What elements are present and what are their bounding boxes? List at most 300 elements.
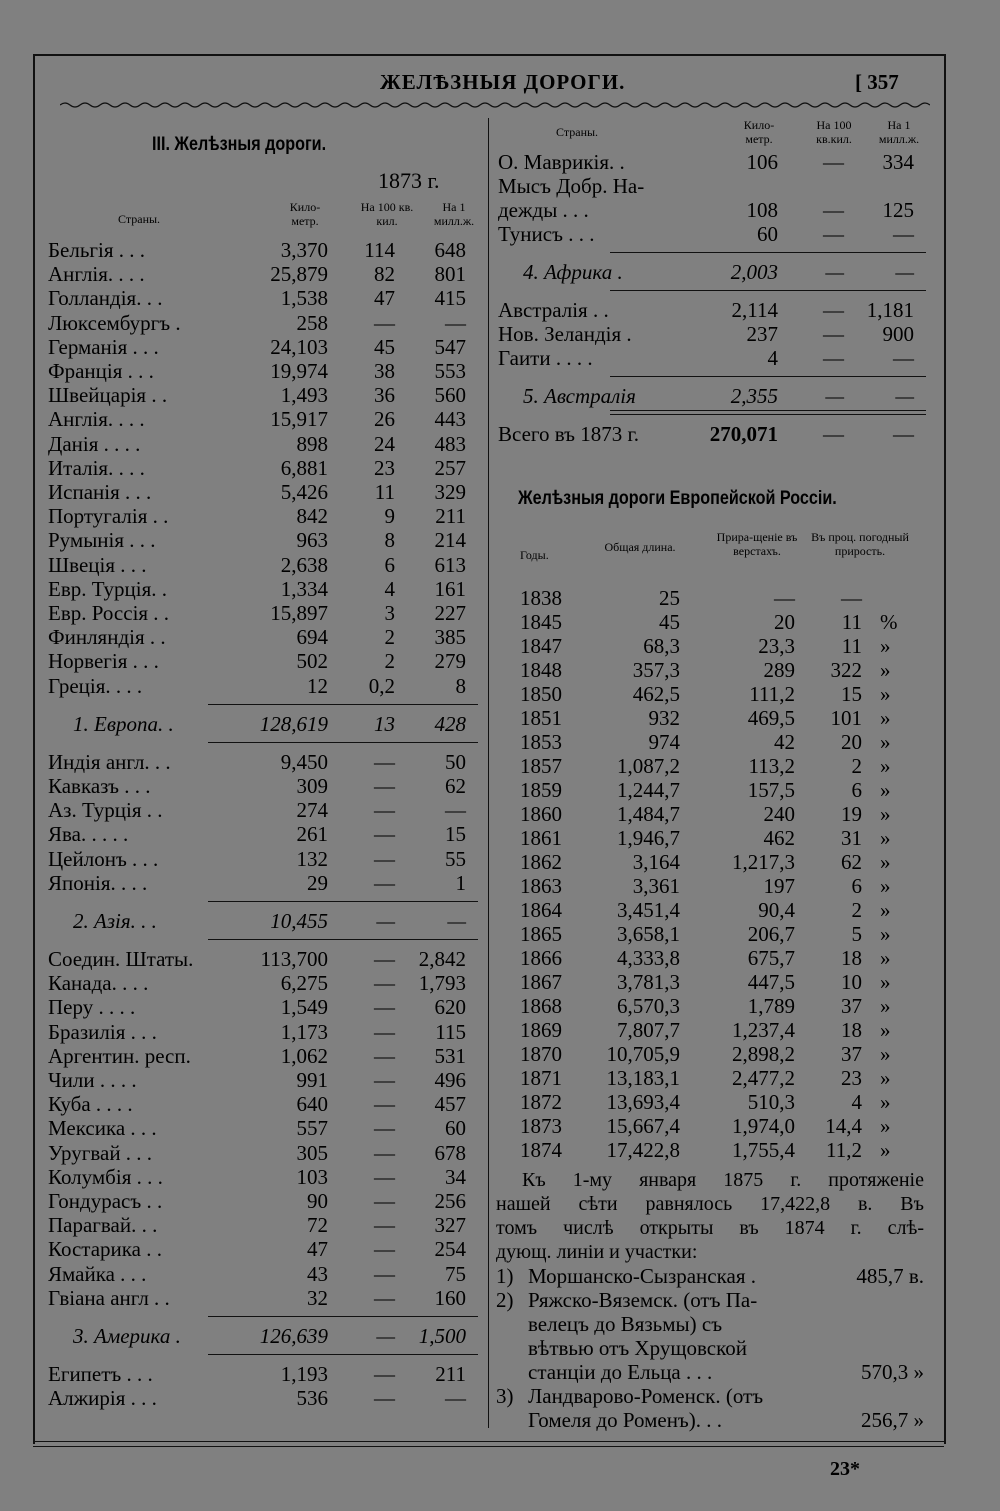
table-cell: 82: [374, 262, 395, 287]
table-cell: —: [374, 846, 395, 871]
r-col-header-per1m: На 1 милл.ж.: [878, 118, 920, 146]
table-cell: 50: [445, 749, 466, 774]
table-cell: 560: [434, 383, 466, 408]
table-cell: 36: [374, 383, 395, 408]
table-cell: 329: [434, 480, 466, 504]
table-cell: 15,917: [270, 407, 328, 432]
table-cell: 3,781,3: [617, 970, 680, 994]
table-cell: Алжирія . . .: [48, 1386, 157, 1411]
table-cell: 385: [434, 625, 466, 650]
table-cell: 678: [434, 1140, 466, 1165]
table-cell: 675,7: [747, 946, 795, 970]
table-cell: 1,789: [747, 994, 795, 1018]
table-cell: 457: [434, 1092, 466, 1117]
table-cell: Франція . . .: [48, 359, 154, 383]
table-cell: 11: [374, 480, 395, 504]
table-cell: 60: [757, 222, 778, 246]
table-cell: 4,333,8: [617, 946, 680, 970]
table-cell: 1866: [520, 946, 562, 970]
table-cell: 25,879: [270, 262, 328, 287]
table-cell: 211: [435, 504, 466, 529]
year-heading: 1873 г.: [378, 168, 440, 193]
table-cell: —: [445, 310, 466, 335]
table-cell: 8: [455, 673, 466, 698]
table-cell: 11,2: [826, 1138, 862, 1162]
table-cell: Соедин. Штаты.: [48, 947, 194, 971]
table-cell: 2: [384, 625, 395, 650]
table-cell: Португалія . .: [48, 504, 169, 529]
table-cell: Цейлонъ . . .: [48, 846, 159, 871]
col-header-country: Страны.: [118, 212, 161, 226]
table-cell: 1,244,7: [617, 778, 680, 802]
table-cell: станціи до Ельца . . .: [528, 1360, 713, 1384]
table-cell: 801: [434, 262, 466, 287]
table-cell: Канада. . . .: [48, 971, 149, 996]
table-cell: 29: [307, 870, 328, 895]
table-cell: —: [374, 971, 395, 996]
table-cell: 485,7 в.: [856, 1264, 924, 1288]
table-cell: —: [374, 870, 395, 895]
table-cell: 125: [882, 198, 914, 222]
table-cell: 1,193: [280, 1362, 328, 1386]
table-cell: Японія. . . .: [48, 870, 148, 895]
table-cell: Аргентин. респ.: [48, 1043, 191, 1068]
table-cell: 694: [296, 625, 328, 650]
table-cell: 270,071: [709, 422, 778, 446]
table-cell: 19: [841, 802, 862, 826]
table-cell: »: [880, 898, 891, 922]
table-cell: 47: [307, 1237, 328, 1262]
table-cell: 1838: [520, 586, 562, 610]
table-cell: 1851: [520, 706, 562, 730]
table-cell: 1,087,2: [617, 754, 680, 778]
table-cell: 206,7: [747, 922, 795, 946]
table-cell: —: [823, 198, 844, 222]
table-cell: 334: [882, 150, 914, 174]
table-cell: —: [823, 222, 844, 246]
table-cell: —: [374, 995, 395, 1020]
table-cell: —: [374, 1116, 395, 1141]
table-cell: Норвегія . . .: [48, 649, 159, 674]
table-cell: Ряжско-Вяземск. (отъ Па-: [528, 1288, 758, 1312]
table-cell: 2,355: [730, 384, 778, 408]
r-col-header-per100: На 100 кв.кил.: [816, 118, 852, 146]
table-cell: 1,500: [418, 1324, 466, 1348]
table-cell: 257: [434, 455, 466, 480]
table-cell: 6,570,3: [617, 994, 680, 1018]
table-cell: 3,361: [632, 874, 680, 898]
table-cell: Перу . . . .: [48, 995, 136, 1020]
table-rule: [208, 1354, 478, 1355]
table-cell: Гомеля до Роменъ). . .: [528, 1408, 723, 1432]
table-cell: 1861: [520, 826, 562, 850]
table-cell: Куба . . . .: [48, 1092, 133, 1117]
table-cell: Гондурасъ . .: [48, 1189, 163, 1213]
table-cell: 1857: [520, 754, 562, 778]
table-rule: [208, 901, 478, 902]
table-cell: Финляндія . .: [48, 625, 166, 650]
table-cell: 113,2: [748, 754, 795, 778]
table-cell: 510,3: [747, 1090, 795, 1114]
r-col-header-km: Кило-метр.: [743, 118, 775, 146]
table-cell: 357,3: [632, 658, 680, 682]
left-section-title: III. Желѣзныя дороги.: [152, 134, 327, 155]
table-cell: 90,4: [758, 898, 795, 922]
table-cell: »: [880, 1066, 891, 1090]
table-cell: —: [376, 909, 395, 933]
table-cell: 3,451,4: [617, 898, 680, 922]
table-cell: 256: [434, 1189, 466, 1213]
table-cell: Египетъ . . .: [48, 1362, 153, 1386]
signature-mark: 23*: [830, 1458, 860, 1480]
table-cell: —: [374, 1386, 395, 1411]
table-cell: »: [880, 658, 891, 682]
r-col-header-country: Страны.: [556, 125, 599, 139]
table-cell: 3: [384, 601, 395, 625]
col-header-per1m: На 1 милл.ж.: [433, 200, 475, 228]
table-cell: 0,2: [368, 673, 395, 698]
table-cell: 197: [763, 874, 795, 898]
table-cell: 1853: [520, 730, 562, 754]
table-cell: 72: [307, 1213, 328, 1238]
table-cell: »: [880, 754, 891, 778]
table-cell: 289: [763, 658, 795, 682]
table-cell: 4. Африка .: [523, 260, 623, 284]
table-cell: »: [880, 826, 891, 850]
r2-header-pct: Въ проц. погодный прирость.: [811, 530, 909, 558]
table-cell: 9,450: [280, 749, 328, 774]
table-cell: 1867: [520, 970, 562, 994]
table-cell: 113,700: [260, 947, 328, 971]
table-cell: —: [774, 586, 795, 610]
table-cell: 1865: [520, 922, 562, 946]
table-rule: [610, 290, 926, 291]
table-cell: —: [895, 384, 914, 408]
table-cell: 55: [445, 846, 466, 871]
table-cell: Англія. . . .: [48, 262, 145, 287]
table-cell: —: [445, 1386, 466, 1411]
table-cell: »: [880, 1090, 891, 1114]
table-cell: 13: [374, 711, 395, 736]
table-cell: 111,2: [749, 682, 795, 706]
table-cell: Парагвай. . .: [48, 1213, 158, 1238]
paragraph-line: дующ. линіи и участки:: [496, 1241, 698, 1263]
table-cell: 23,3: [758, 634, 795, 658]
table-cell: —: [374, 822, 395, 847]
russia-title: Желѣзныя дороги Европейской Россіи.: [518, 488, 837, 509]
table-cell: 42: [774, 730, 795, 754]
page-number: [ 357: [855, 70, 899, 94]
table-cell: 13,693,4: [606, 1090, 680, 1114]
table-cell: 6: [851, 778, 862, 802]
table-cell: Аз. Турція . .: [48, 798, 163, 823]
table-cell: 557: [296, 1116, 328, 1141]
table-cell: —: [825, 260, 844, 284]
table-cell: »: [880, 970, 891, 994]
col-header-per100: На 100 кв. кил.: [360, 200, 414, 228]
table-cell: 5,426: [280, 480, 328, 504]
table-cell: 38: [374, 359, 395, 383]
wavy-rule: [60, 100, 930, 110]
table-cell: вѣтвью отъ Хрущовской: [528, 1336, 747, 1360]
table-cell: —: [823, 322, 844, 346]
table-cell: 9: [384, 504, 395, 529]
table-cell: 47: [374, 286, 395, 311]
table-cell: 309: [296, 774, 328, 798]
table-cell: 1,946,7: [617, 826, 680, 850]
table-cell: 2): [496, 1288, 514, 1312]
table-cell: —: [374, 749, 395, 774]
table-cell: 128,619: [259, 711, 328, 736]
table-cell: 90: [307, 1189, 328, 1213]
table-cell: 108: [746, 198, 778, 222]
table-cell: 1850: [520, 682, 562, 706]
paragraph-line: нашей сѣти равнялось 17,422,8 в. Въ: [496, 1193, 924, 1215]
table-cell: О. Маврикія. .: [498, 150, 625, 174]
table-cell: 11: [841, 634, 862, 658]
table-cell: 10,705,9: [606, 1042, 680, 1066]
table-cell: 3,658,1: [617, 922, 680, 946]
table-cell: 2. Азія. . .: [73, 909, 157, 933]
table-cell: 75: [445, 1261, 466, 1286]
table-cell: 17,422,8: [606, 1138, 680, 1162]
r2-header-year: Годы.: [520, 548, 549, 562]
table-rule: [208, 742, 478, 743]
table-cell: »: [880, 802, 891, 826]
table-cell: —: [374, 1261, 395, 1286]
table-cell: 15: [841, 682, 862, 706]
table-cell: Греція. . . .: [48, 673, 143, 698]
table-cell: 2: [851, 754, 862, 778]
table-cell: —: [374, 1043, 395, 1068]
table-cell: —: [447, 909, 466, 933]
table-cell: 1859: [520, 778, 562, 802]
table-cell: 62: [841, 850, 862, 874]
table-cell: 1860: [520, 802, 562, 826]
table-cell: 6: [384, 552, 395, 577]
table-cell: 114: [364, 238, 395, 262]
table-cell: 1872: [520, 1090, 562, 1114]
table-cell: 900: [882, 322, 914, 346]
table-cell: —: [893, 422, 914, 446]
table-cell: —: [374, 1068, 395, 1092]
table-cell: 25: [659, 586, 680, 610]
table-cell: Италія. . . .: [48, 455, 145, 480]
table-cell: 1,181: [866, 298, 914, 322]
table-cell: 274: [296, 798, 328, 823]
table-cell: 963: [296, 528, 328, 553]
table-cell: 106: [746, 150, 778, 174]
table-cell: —: [374, 1092, 395, 1117]
table-cell: 4: [851, 1090, 862, 1114]
table-rule: [610, 410, 926, 415]
table-cell: 18: [841, 1018, 862, 1042]
table-cell: —: [893, 222, 914, 246]
table-cell: 570,3 »: [861, 1360, 924, 1384]
table-cell: Румынія . . .: [48, 528, 156, 553]
table-cell: 227: [434, 601, 466, 625]
table-cell: Ява. . . . .: [48, 822, 129, 847]
table-cell: 932: [648, 706, 680, 730]
table-cell: 3,370: [280, 238, 328, 262]
table-cell: 15,897: [270, 601, 328, 625]
table-cell: 126,639: [259, 1324, 328, 1348]
table-cell: 19,974: [270, 359, 328, 383]
table-cell: дежды . . .: [498, 198, 589, 222]
table-cell: —: [823, 150, 844, 174]
table-cell: 15,667,4: [606, 1114, 680, 1138]
table-cell: —: [374, 1140, 395, 1165]
table-cell: »: [880, 922, 891, 946]
table-cell: велецъ до Вязьмы) съ: [528, 1312, 723, 1336]
table-cell: —: [841, 586, 862, 610]
table-cell: 1862: [520, 850, 562, 874]
table-cell: —: [893, 346, 914, 370]
table-cell: Гаити . . . .: [498, 346, 593, 370]
table-cell: »: [880, 682, 891, 706]
table-cell: 62: [445, 774, 466, 798]
table-cell: 23: [374, 455, 395, 480]
table-cell: 254: [434, 1237, 466, 1262]
table-cell: 1,062: [280, 1043, 328, 1068]
table-cell: »: [880, 874, 891, 898]
table-cell: Ямайка . . .: [48, 1261, 147, 1286]
table-cell: 214: [434, 528, 466, 553]
table-cell: —: [374, 1189, 395, 1213]
table-cell: »: [880, 994, 891, 1018]
table-cell: 24,103: [270, 334, 328, 359]
table-cell: Люксембургъ .: [48, 310, 181, 335]
table-cell: 443: [434, 407, 466, 432]
col-header-km: Кило-метр.: [289, 200, 321, 228]
table-cell: —: [825, 384, 844, 408]
table-cell: 10: [841, 970, 862, 994]
paragraph-line: Къ 1-му января 1875 г. протяженіе: [522, 1169, 924, 1191]
table-cell: 1871: [520, 1066, 562, 1090]
table-cell: 1868: [520, 994, 562, 1018]
table-cell: 1,334: [280, 576, 328, 601]
table-cell: Данія . . . .: [48, 431, 141, 456]
table-cell: —: [823, 346, 844, 370]
table-cell: 6,275: [280, 971, 328, 996]
table-cell: 898: [296, 431, 328, 456]
table-cell: 415: [434, 286, 466, 311]
table-cell: —: [374, 1019, 395, 1044]
table-cell: —: [374, 1237, 395, 1262]
table-cell: Бельгія . . .: [48, 238, 146, 262]
table-cell: Тунисъ . . .: [498, 222, 595, 246]
table-cell: 43: [307, 1261, 328, 1286]
table-cell: 3. Америка .: [73, 1324, 181, 1348]
table-cell: 2,003: [730, 260, 778, 284]
table-cell: 1,974,0: [732, 1114, 795, 1138]
table-cell: 4: [384, 576, 395, 601]
table-cell: 1,484,7: [617, 802, 680, 826]
table-cell: 68,3: [643, 634, 680, 658]
table-cell: Австралія . .: [498, 298, 609, 322]
table-cell: 462: [763, 826, 795, 850]
r2-header-length: Общая длина.: [604, 540, 676, 554]
table-cell: 1,793: [418, 971, 466, 996]
table-cell: 1,237,4: [732, 1018, 795, 1042]
table-cell: Мексика . . .: [48, 1116, 157, 1141]
table-cell: 1863: [520, 874, 562, 898]
table-cell: 462,5: [632, 682, 680, 706]
table-cell: 1869: [520, 1018, 562, 1042]
table-cell: 132: [296, 846, 328, 871]
table-cell: —: [374, 1362, 395, 1386]
table-cell: 45: [659, 610, 680, 634]
table-cell: —: [374, 1285, 395, 1310]
table-cell: 37: [841, 994, 862, 1018]
table-cell: Швеція . . .: [48, 552, 147, 577]
table-cell: 2: [851, 898, 862, 922]
table-cell: 3): [496, 1384, 514, 1408]
table-rule: [208, 939, 478, 940]
table-cell: 1,493: [280, 383, 328, 408]
table-cell: 37: [841, 1042, 862, 1066]
table-cell: 2,638: [280, 552, 328, 577]
table-cell: 24: [374, 431, 395, 456]
table-cell: 7,807,7: [617, 1018, 680, 1042]
table-cell: 2,898,2: [732, 1042, 795, 1066]
table-cell: 157,5: [747, 778, 795, 802]
table-cell: 8: [384, 528, 395, 553]
table-cell: »: [880, 634, 891, 658]
table-cell: 1: [455, 870, 466, 895]
table-cell: 31: [841, 826, 862, 850]
table-cell: Кавказъ . . .: [48, 774, 151, 798]
table-cell: 1,755,4: [732, 1138, 795, 1162]
table-cell: —: [374, 947, 395, 971]
table-cell: Испанія . . .: [48, 480, 152, 504]
table-cell: 45: [374, 334, 395, 359]
table-cell: 237: [746, 322, 778, 346]
table-cell: 1. Европа. .: [73, 711, 174, 736]
table-cell: —: [374, 798, 395, 823]
table-cell: —: [374, 310, 395, 335]
table-cell: 305: [296, 1140, 328, 1165]
table-cell: »: [880, 730, 891, 754]
table-cell: 1,173: [280, 1019, 328, 1044]
table-cell: 2: [384, 649, 395, 674]
table-cell: 4: [767, 346, 778, 370]
table-cell: —: [376, 1324, 395, 1348]
table-cell: 18: [841, 946, 862, 970]
table-cell: —: [823, 298, 844, 322]
table-rule: [610, 252, 926, 253]
table-cell: 23: [841, 1066, 862, 1090]
table-cell: 32: [307, 1285, 328, 1310]
table-cell: Индія англ. . .: [48, 749, 171, 774]
table-cell: 101: [830, 706, 862, 730]
table-rule: [208, 704, 478, 705]
table-cell: 1873: [520, 1114, 562, 1138]
table-cell: 161: [434, 576, 466, 601]
table-cell: Бразилія . . .: [48, 1019, 157, 1044]
table-cell: Гвіана англ . .: [48, 1285, 170, 1310]
table-cell: 1845: [520, 610, 562, 634]
table-cell: 211: [435, 1362, 466, 1386]
table-cell: 261: [296, 822, 328, 847]
table-cell: —: [823, 422, 844, 446]
r2-header-added: Прира-щеніе въ верстахъ.: [716, 530, 798, 558]
table-cell: Мысъ Добр. На-: [498, 174, 645, 198]
table-cell: 10,455: [270, 909, 328, 933]
table-cell: 1,549: [280, 995, 328, 1020]
table-cell: 553: [434, 359, 466, 383]
table-cell: %: [880, 610, 898, 634]
